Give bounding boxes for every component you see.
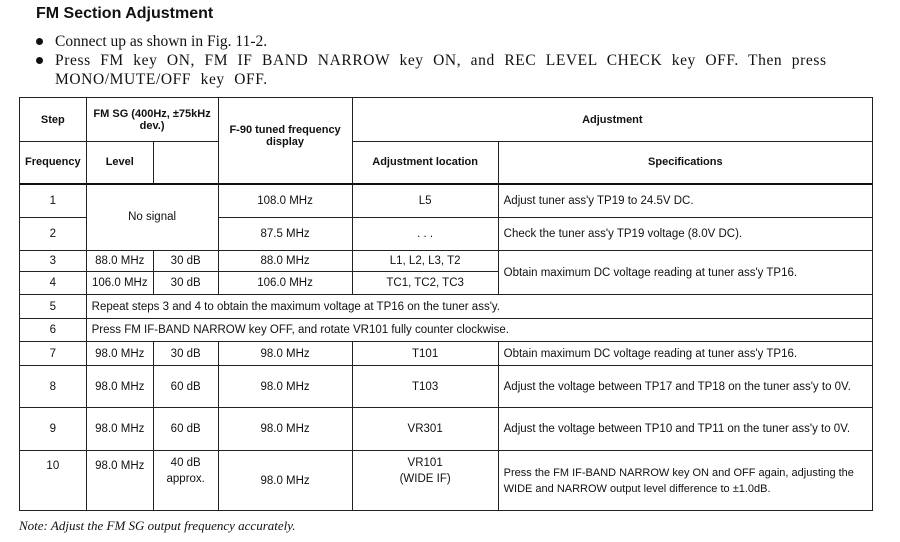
location-cell: T103 xyxy=(352,366,498,408)
step-cell: 1 xyxy=(20,184,87,218)
header-location: Adjustment location xyxy=(352,142,498,184)
location-cell xyxy=(352,451,498,511)
spec-cell: Adjust the voltage between TP17 and TP18 on the tuner ass'y to 0V. xyxy=(498,366,872,408)
level-cell xyxy=(153,451,218,511)
level-qualifier: approx. xyxy=(166,473,205,485)
instruction-list xyxy=(36,32,896,89)
step-cell: 2 xyxy=(20,218,87,251)
table-row xyxy=(20,451,873,511)
header-step: Step xyxy=(20,98,87,142)
section-title: FM Section Adjustment xyxy=(36,5,214,22)
display-cell: 98.0 MHz xyxy=(218,366,352,408)
header-adjustment: Adjustment xyxy=(352,98,872,142)
spec-cell: Adjust the voltage between TP10 and TP11 on the tuner ass'y to 0V. xyxy=(498,408,872,451)
location-cell: TC1, TC2, TC3 xyxy=(352,272,498,295)
footnote: Note: Adjust the FM SG output frequency accurately. xyxy=(19,518,296,533)
step-cell: 6 xyxy=(20,319,87,342)
display-cell: 98.0 MHz xyxy=(218,451,352,511)
instruction-cell: Repeat steps 3 and 4 to obtain the maximum voltage at TP16 on the tuner ass'y. xyxy=(86,295,872,319)
header-fm-sg: FM SG (400Hz, ±75kHz dev.) xyxy=(86,98,218,142)
instruction-cell: Press FM IF-BAND NARROW key OFF, and rotate VR101 fully counter clockwise. xyxy=(86,319,872,342)
table-row xyxy=(20,295,873,319)
header-specifications: Specifications xyxy=(498,142,872,184)
sg-cell: No signal xyxy=(86,184,218,251)
table-row xyxy=(20,319,873,342)
location-cell: L5 xyxy=(352,184,498,218)
step-cell: 4 xyxy=(20,272,87,295)
table-row xyxy=(20,251,873,272)
step-cell: 7 xyxy=(20,342,87,366)
header-f90-display: F-90 tuned frequency display xyxy=(218,98,352,184)
list-item xyxy=(36,51,896,89)
bullet-icon xyxy=(36,57,43,64)
header-frequency: Frequency xyxy=(20,142,87,184)
spec-cell: Adjust tuner ass'y TP19 to 24.5V DC. xyxy=(498,184,872,218)
frequency-cell: 98.0 MHz xyxy=(86,366,153,408)
level-cell: 30 dB xyxy=(153,251,218,272)
location-cell: L1, L2, L3, T2 xyxy=(352,251,498,272)
table-row xyxy=(20,342,873,366)
level-cell: 60 dB xyxy=(153,408,218,451)
location-value: VR101 xyxy=(407,457,443,469)
level-cell: 60 dB xyxy=(153,366,218,408)
spec-cell: Press the FM IF-BAND NARROW key ON and OFF again, adjusting the WIDE and NARROW output level difference to ±1.0dB. xyxy=(498,451,872,511)
level-cell: 30 dB xyxy=(153,342,218,366)
adjustment-table xyxy=(19,97,873,511)
table-row xyxy=(20,408,873,451)
location-qualifier: (WIDE IF) xyxy=(399,473,451,485)
frequency-cell: 106.0 MHz xyxy=(86,272,153,295)
list-item xyxy=(36,32,896,51)
location-cell: VR301 xyxy=(352,408,498,451)
step-cell: 3 xyxy=(20,251,87,272)
step-cell: 10 xyxy=(20,451,87,511)
frequency-cell: 98.0 MHz xyxy=(86,408,153,451)
header-step-spacer xyxy=(153,142,218,184)
frequency-cell: 98.0 MHz xyxy=(86,342,153,366)
frequency-cell: 98.0 MHz xyxy=(86,451,153,511)
display-cell: 106.0 MHz xyxy=(218,272,352,295)
display-cell: 98.0 MHz xyxy=(218,342,352,366)
frequency-cell: 88.0 MHz xyxy=(86,251,153,272)
display-cell: 108.0 MHz xyxy=(218,184,352,218)
spec-cell: Check the tuner ass'y TP19 voltage (8.0V DC). xyxy=(498,218,872,251)
display-cell: 87.5 MHz xyxy=(218,218,352,251)
display-cell: 88.0 MHz xyxy=(218,251,352,272)
header-level: Level xyxy=(86,142,153,184)
instruction-text: Connect up as shown in Fig. 11-2. xyxy=(55,33,268,50)
level-value: 40 dB xyxy=(170,457,201,469)
display-cell: 98.0 MHz xyxy=(218,408,352,451)
bullet-icon xyxy=(36,38,43,45)
spec-cell: Obtain maximum DC voltage reading at tuner ass'y TP16. xyxy=(498,342,872,366)
location-cell: T101 xyxy=(352,342,498,366)
spec-cell: Obtain maximum DC voltage reading at tuner ass'y TP16. xyxy=(498,251,872,295)
location-cell: . . . xyxy=(352,218,498,251)
step-cell: 9 xyxy=(20,408,87,451)
step-cell: 5 xyxy=(20,295,87,319)
instruction-text: Press FM key ON, FM IF BAND NARROW key ON, and REC LEVEL CHECK key OFF. Then press MONO/MUTE/OFF key OFF. xyxy=(55,52,827,88)
level-cell: 30 dB xyxy=(153,272,218,295)
step-cell: 8 xyxy=(20,366,87,408)
table-row xyxy=(20,184,873,218)
table-row xyxy=(20,366,873,408)
